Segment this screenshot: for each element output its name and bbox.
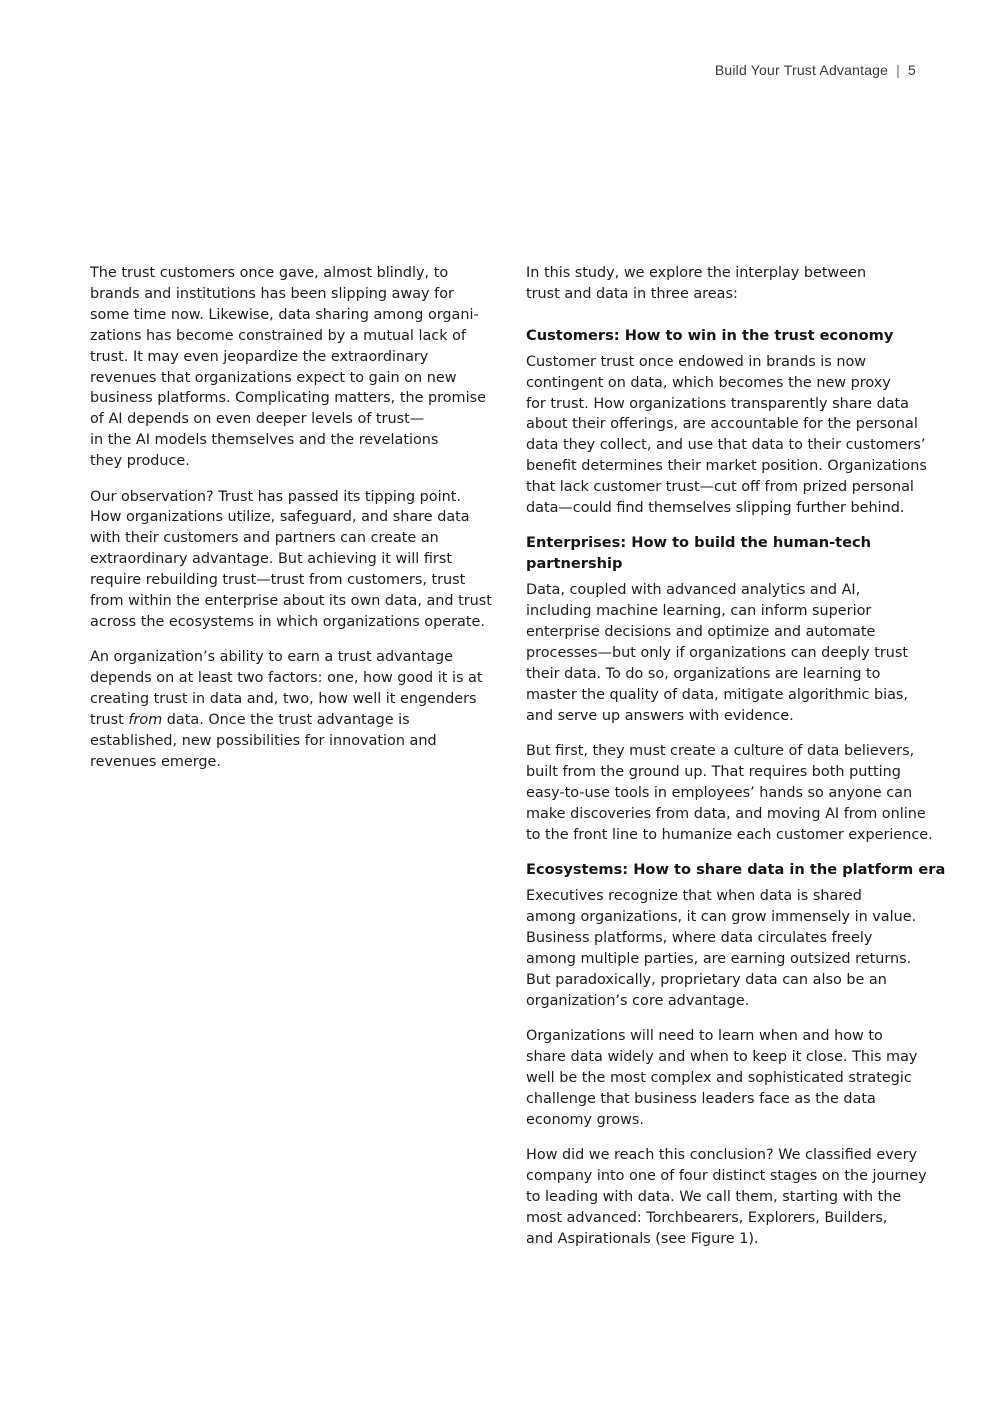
text-line: zations has become constrained by a mutual lack of	[90, 327, 466, 344]
text-line: including machine learning, can inform superior	[526, 603, 872, 620]
text-line: But first, they must create a culture of data believers,	[526, 743, 915, 760]
header-separator: |	[896, 62, 900, 78]
text-line: and Aspirationals (see Figure 1).	[526, 1230, 759, 1247]
text-line: The trust customers once gave, almost blindly, to	[90, 265, 449, 281]
paragraph-enterprises-2	[526, 741, 933, 846]
paragraph-ecosystems-1	[526, 886, 920, 1011]
text-line: revenues emerge.	[90, 753, 221, 770]
text-line: established, new possibilities for innovation and	[90, 733, 437, 750]
text-line: most advanced: Torchbearers, Explorers, Builders,	[526, 1209, 888, 1226]
paragraph-study-intro	[526, 263, 920, 305]
text-line: revenues that organizations expect to gain on new	[90, 369, 457, 386]
text-line: Data, coupled with advanced analytics and AI,	[526, 582, 861, 599]
text-line: about their offerings, are accountable for the personal	[526, 416, 918, 433]
text-line: easy-to-use tools in employees’ hands so anyone can	[526, 784, 913, 801]
text-line: to leading with data. We call them, starting with the	[526, 1188, 902, 1205]
text-line: enterprise decisions and optimize and automate	[526, 624, 876, 641]
text-line: in the AI models themselves and the revelations	[90, 432, 439, 449]
text-line: to the front line to humanize each customer experience.	[526, 826, 933, 843]
text-line: depends on at least two factors: one, how good it is at	[90, 670, 483, 687]
heading-line: Enterprises: How to build the human-tech	[526, 534, 872, 552]
text-line: data they collect, and use that data to their customers’	[526, 437, 926, 454]
paragraph-customers	[526, 352, 927, 519]
left-column	[90, 263, 492, 787]
text-line: extraordinary advantage. But achieving it will first	[90, 551, 452, 568]
paragraph-observation	[90, 487, 492, 633]
text-line: business platforms. Complicating matters, the promise	[90, 390, 486, 407]
text-line: trust and data in three areas:	[526, 285, 738, 302]
heading-line: partnership	[526, 555, 623, 573]
text-line: Executives recognize that when data is shared	[526, 888, 862, 905]
text-line: company into one of four distinct stages on the journey	[526, 1167, 927, 1184]
text-line: and serve up answers with evidence.	[526, 707, 794, 724]
text-line: for trust. How organizations transparently share data	[526, 395, 909, 412]
text-line: creating trust in data and, two, how well it engenders	[90, 691, 477, 708]
emphasis-from: from	[128, 712, 163, 729]
text-line: benefit determines their market position. Organizations	[526, 458, 927, 475]
heading-line: Customers: How to win in the trust economy	[526, 326, 894, 344]
running-header	[715, 62, 916, 78]
text-line: master the quality of data, mitigate algorithmic bias,	[526, 686, 908, 703]
text-line: well be the most complex and sophisticated strategic	[526, 1069, 912, 1086]
text-line: share data widely and when to keep it close. This may	[526, 1048, 918, 1065]
text-line: Customer trust once endowed in brands is now	[526, 353, 867, 370]
text-line: An organization’s ability to earn a trust advantage	[90, 649, 454, 666]
paragraph-trust-advantage	[90, 647, 482, 772]
text-line: their data. To do so, organizations are learning to	[526, 665, 881, 682]
text-line: require rebuilding trust—trust from customers, trust	[90, 572, 466, 589]
text-line: among multiple parties, are earning outsized returns.	[526, 950, 912, 967]
text-line: of AI depends on even deeper levels of trust—	[90, 411, 425, 428]
text-fragment: data. Once the trust advantage is	[162, 712, 410, 729]
paragraph-enterprises-1	[526, 580, 920, 726]
text-line: that lack customer trust—cut off from prized personal	[526, 479, 914, 496]
header-title: Build Your Trust Advantage	[714, 62, 889, 78]
text-line: built from the ground up. That requires both putting	[526, 764, 901, 781]
text-line: data—could find themselves slipping further behind.	[526, 500, 905, 517]
text-line: How organizations utilize, safeguard, and share data	[90, 509, 470, 526]
page-number: 5	[908, 62, 916, 78]
text-line: across the ecosystems in which organizations operate.	[90, 614, 485, 630]
text-line: brands and institutions has been slipping away for	[90, 285, 454, 302]
text-line: from within the enterprise about its own data, and trust	[90, 593, 492, 610]
paragraph-ecosystems-2	[526, 1026, 920, 1131]
text-line: among organizations, it can grow immensely in value.	[526, 908, 917, 925]
text-line: with their customers and partners can create an	[90, 530, 439, 547]
paragraph-ecosystems-3	[526, 1145, 927, 1250]
text-fragment: trust	[90, 712, 129, 729]
text-line	[90, 710, 482, 731]
heading-ecosystems	[526, 860, 946, 881]
text-line: In this study, we explore the interplay between	[526, 265, 867, 281]
text-line: Our observation? Trust has passed its tipping point.	[90, 488, 461, 505]
text-line: organization’s core advantage.	[526, 992, 750, 1009]
text-line: trust. It may even jeopardize the extraordinary	[90, 348, 429, 365]
paragraph-trust-decline	[90, 263, 486, 472]
heading-line: Ecosystems: How to share data in the platform era	[526, 861, 946, 879]
text-line: How did we reach this conclusion? We classified every	[526, 1147, 918, 1164]
text-line: some time now. Likewise, data sharing among organi-	[90, 306, 479, 323]
text-line: Business platforms, where data circulates freely	[526, 929, 873, 946]
right-column	[526, 263, 946, 1264]
text-line: Organizations will need to learn when and how to	[526, 1028, 883, 1044]
text-line: contingent on data, which becomes the new proxy	[526, 374, 891, 391]
heading-enterprises	[526, 533, 920, 575]
text-line: challenge that business leaders face as the data	[526, 1090, 876, 1107]
text-line: economy grows.	[526, 1111, 644, 1128]
text-line: processes—but only if organizations can deeply trust	[526, 645, 909, 661]
text-line: But paradoxically, proprietary data can also be an	[526, 971, 887, 988]
heading-customers	[526, 326, 920, 347]
text-line: make discoveries from data, and moving AI from online	[526, 805, 926, 822]
text-line: they produce.	[90, 453, 190, 470]
